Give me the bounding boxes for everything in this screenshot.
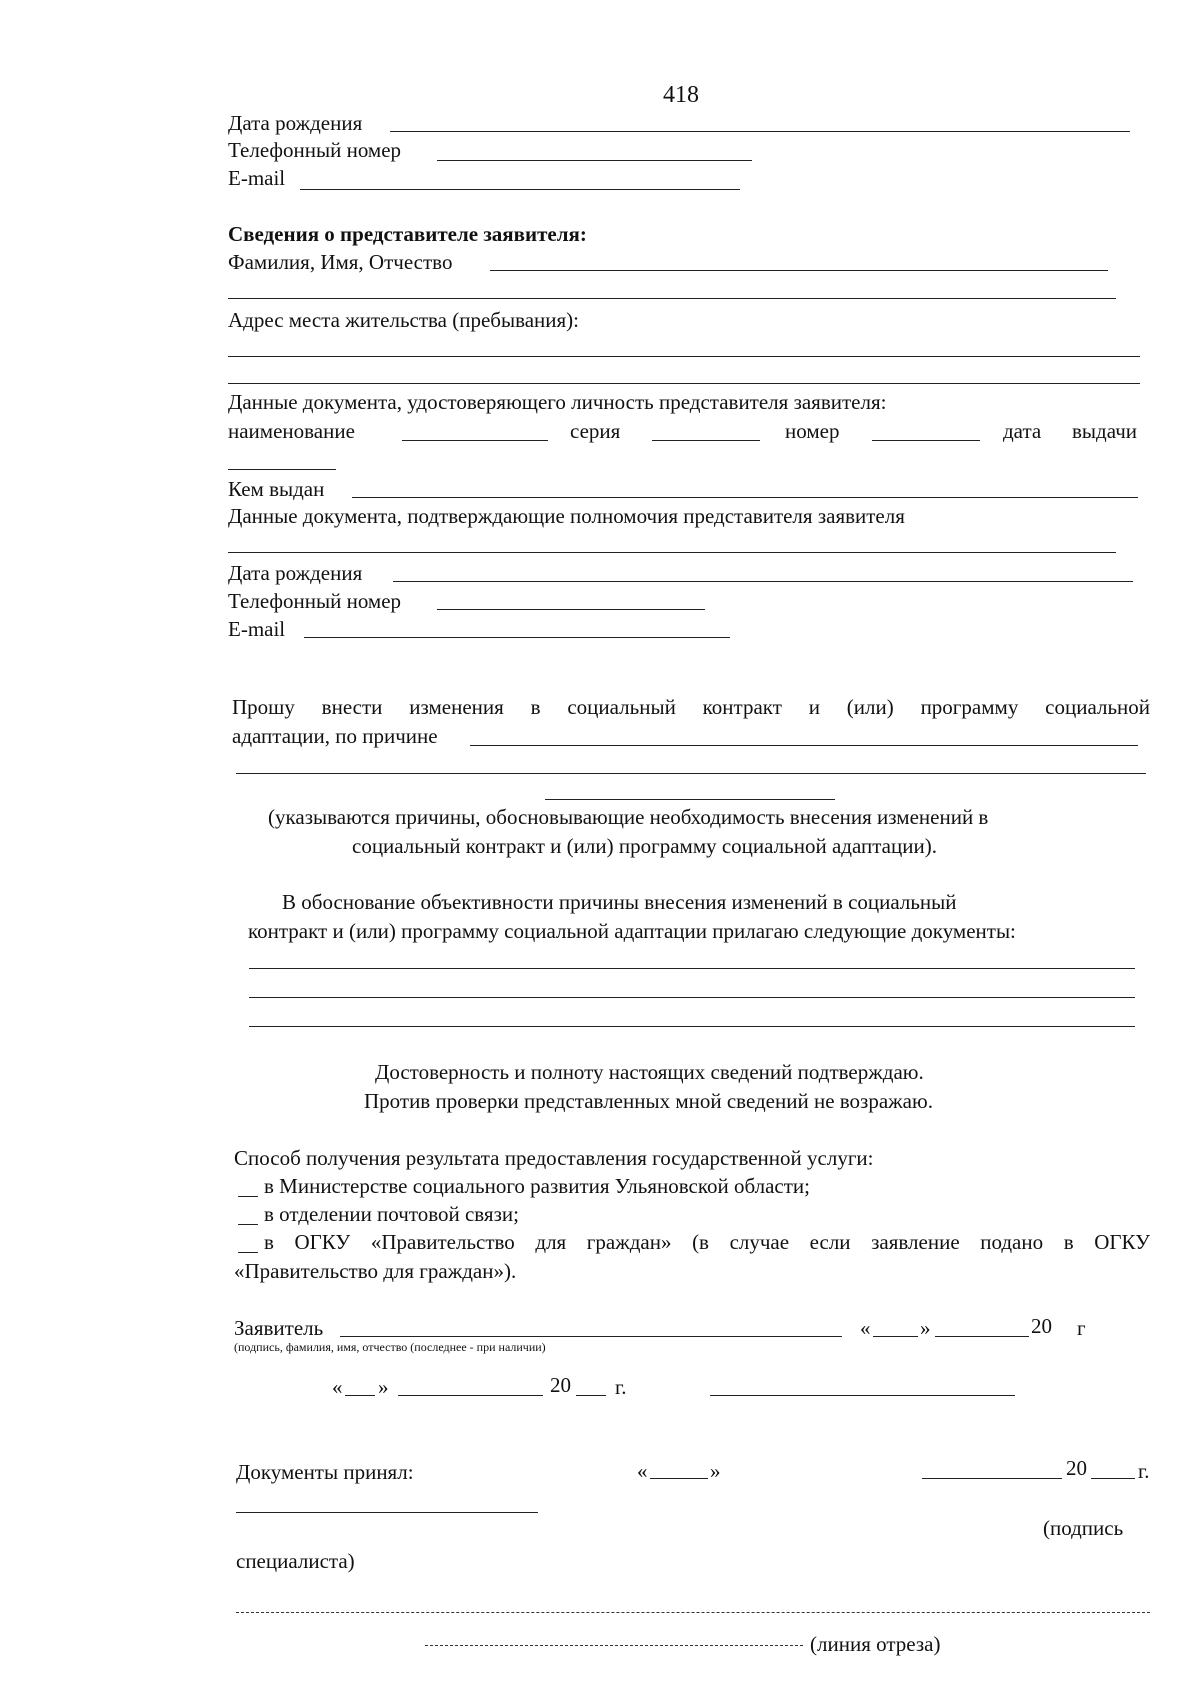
acceptance-year-g: г.	[1138, 1459, 1150, 1483]
receipt-option-3-word-4: граждан»	[586, 1230, 672, 1254]
justification-line-1: В обоснование объективности причины внесения изменений в социальный	[282, 890, 957, 914]
id-doc-number-label: номер	[785, 419, 840, 443]
representative-phone-label: Телефонный номер	[228, 589, 402, 613]
id-doc-issue-date-field[interactable]	[228, 469, 336, 470]
applicant-sign-year-g: г	[1077, 1316, 1086, 1340]
receipt-option-2-checkbox[interactable]	[238, 1224, 258, 1225]
receipt-option-1-checkbox[interactable]	[238, 1196, 258, 1197]
authority-doc-label: Данные документа, подтверждающие полномочия представителя заявителя	[228, 504, 905, 528]
applicant-birth-date-label: Дата рождения	[228, 111, 363, 135]
request-line-1-word-0: Прошу	[232, 695, 295, 719]
representative-name-field-2[interactable]	[228, 298, 1116, 299]
applicant-sign-day-field[interactable]	[873, 1336, 918, 1337]
request-line-1-word-7: (или)	[846, 695, 894, 719]
acceptance-year-field[interactable]	[1091, 1478, 1135, 1479]
second-date-year-field[interactable]	[576, 1395, 606, 1396]
receipt-option-3-word-3: для	[535, 1230, 567, 1254]
receipt-option-3-word-10: в	[1063, 1230, 1074, 1254]
representative-id-doc-title: Данные документа, удостоверяющего личность представителя заявителя:	[228, 390, 887, 414]
request-reason-field-1[interactable]	[470, 745, 1138, 746]
applicant-signature-label: Заявитель	[234, 1316, 324, 1340]
authority-doc-field[interactable]	[228, 552, 1116, 553]
id-doc-series-field[interactable]	[652, 440, 760, 441]
quote-open-3: «	[637, 1459, 648, 1483]
id-doc-issue-date-label: дата	[1003, 419, 1042, 443]
id-doc-name-label: наименование	[228, 419, 355, 443]
acceptance-year-20: 20	[1066, 1456, 1087, 1480]
request-line-1	[232, 697, 1150, 718]
applicant-birth-date-field[interactable]	[390, 131, 1130, 132]
id-doc-series-label: серия	[570, 419, 621, 443]
request-line-1-word-2: изменения	[409, 695, 504, 719]
specialist-signature-field[interactable]	[236, 1512, 538, 1513]
receipt-method-title: Способ получения результата предоставления государственной услуги:	[234, 1146, 874, 1170]
quote-open-1: «	[860, 1316, 871, 1340]
receipt-option-3-checkbox[interactable]	[238, 1252, 258, 1253]
representative-address-label: Адрес места жительства (пребывания):	[228, 308, 580, 332]
second-date-month-field[interactable]	[398, 1395, 543, 1396]
acceptance-label: Документы принял:	[236, 1460, 414, 1484]
justification-line-2: контракт и (или) программу социальной адаптации прилагаю следующие документы:	[248, 919, 1016, 943]
second-date-year-20: 20	[550, 1373, 571, 1397]
documents-field-2[interactable]	[249, 997, 1135, 998]
second-signature-field[interactable]	[710, 1395, 1015, 1396]
receipt-option-3-word-5: (в	[692, 1230, 709, 1254]
representative-birth-date-field[interactable]	[393, 581, 1133, 582]
confirmation-line-1: Достоверность и полноту настоящих сведений подтверждаю.	[375, 1060, 924, 1084]
request-note-2: социальный контракт и (или) программу социальной адаптации).	[352, 834, 937, 858]
confirmation-line-2: Против проверки представленных мной сведений не возражаю.	[364, 1089, 933, 1113]
request-line-1-word-6: и	[808, 695, 820, 719]
representative-name-label: Фамилия, Имя, Отчество	[228, 250, 453, 274]
specialist-sign-hint-2: специалиста)	[236, 1549, 355, 1573]
request-reason-field-3[interactable]	[545, 799, 835, 800]
receipt-option-3-word-8: заявление	[871, 1230, 960, 1254]
receipt-option-3-word-11: ОГКУ	[1094, 1230, 1150, 1254]
receipt-option-2-label: в отделении почтовой связи;	[264, 1202, 519, 1226]
representative-phone-field[interactable]	[437, 609, 705, 610]
issued-by-field[interactable]	[352, 497, 1138, 498]
acceptance-month-field[interactable]	[922, 1478, 1062, 1479]
representative-name-field[interactable]	[490, 270, 1108, 271]
representative-address-field-1[interactable]	[228, 356, 1140, 357]
representative-email-label: E-mail	[228, 617, 286, 641]
id-doc-number-field[interactable]	[872, 440, 980, 441]
page-number: 418	[663, 82, 699, 108]
cut-line-label: (линия отреза)	[810, 1632, 941, 1656]
receipt-option-3-word-1: ОГКУ	[294, 1230, 351, 1254]
request-reason-field-2[interactable]	[236, 773, 1146, 774]
request-line-1-word-1: внести	[321, 695, 383, 719]
cut-line-lead	[425, 1645, 803, 1646]
cut-line-top	[236, 1612, 1150, 1613]
documents-field-3[interactable]	[249, 1026, 1135, 1027]
quote-open-2: «	[332, 1375, 343, 1399]
request-line-1-word-9: социальной	[1045, 695, 1150, 719]
request-line-2: адаптации, по причине	[232, 724, 438, 748]
applicant-phone-field[interactable]	[437, 160, 752, 161]
request-line-1-word-8: программу	[920, 695, 1019, 719]
receipt-option-3-word-2: «Правительство	[370, 1230, 515, 1254]
specialist-sign-hint-1: (подпись	[1043, 1516, 1124, 1540]
applicant-email-label: E-mail	[228, 166, 286, 190]
receipt-option-3-word-7: если	[809, 1230, 851, 1254]
representative-address-field-2[interactable]	[228, 383, 1140, 384]
receipt-option-3-word-6: случае	[729, 1230, 790, 1254]
id-doc-issue-label-2: выдачи	[1072, 419, 1137, 443]
applicant-email-field[interactable]	[300, 189, 740, 190]
quote-close-2: »	[378, 1375, 389, 1399]
request-line-1-word-5: контракт	[702, 695, 782, 719]
applicant-sign-year-20: 20	[1031, 1314, 1052, 1338]
applicant-signature-hint: (подпись, фамилия, имя, отчество (последнее - при наличии)	[234, 1340, 546, 1354]
representative-email-field[interactable]	[304, 637, 730, 638]
id-doc-name-field[interactable]	[402, 440, 548, 441]
quote-close-3: »	[710, 1459, 721, 1483]
representative-heading: Сведения о представителе заявителя:	[228, 222, 587, 246]
applicant-phone-label: Телефонный номер	[228, 138, 402, 162]
receipt-option-1-label: в Министерстве социального развития Ульяновской области;	[264, 1174, 810, 1198]
receipt-option-3-word-9: подано	[980, 1230, 1044, 1254]
receipt-option-3-word-0: в	[264, 1230, 274, 1254]
receipt-option-3-label	[264, 1232, 1150, 1253]
second-date-day-field[interactable]	[345, 1395, 375, 1396]
issued-by-label: Кем выдан	[228, 477, 325, 501]
applicant-sign-month-field[interactable]	[935, 1336, 1029, 1337]
request-note-1: (указываются причины, обосновывающие необходимость внесения изменений в	[268, 805, 989, 829]
request-line-1-word-3: в	[530, 695, 541, 719]
quote-close-1: »	[920, 1316, 931, 1340]
applicant-signature-field[interactable]	[340, 1336, 842, 1337]
representative-birth-date-label: Дата рождения	[228, 561, 363, 585]
documents-field-1[interactable]	[249, 968, 1135, 969]
request-line-1-word-4: социальный	[567, 695, 676, 719]
second-date-year-g: г.	[615, 1375, 627, 1399]
receipt-option-3-cont: «Правительство для граждан»).	[234, 1259, 517, 1283]
acceptance-day-field[interactable]	[650, 1478, 708, 1479]
